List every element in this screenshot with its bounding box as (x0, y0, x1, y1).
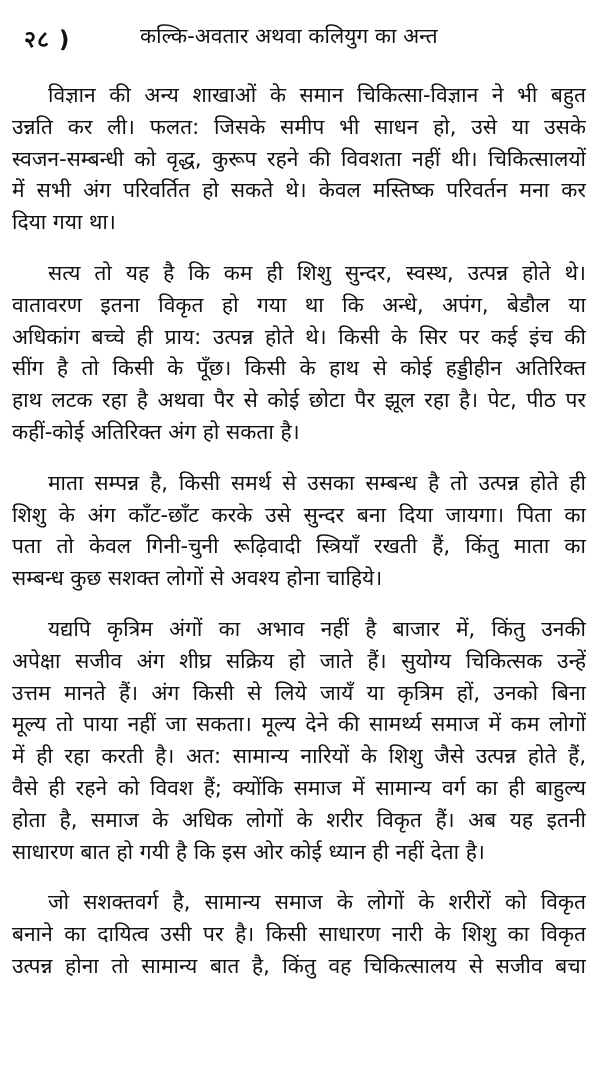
text-line: अधिकांग बच्चे ही प्राय: उत्पन्न होते थे। किसी के सिर पर कई इंच की (12, 324, 586, 349)
text-line: सींग है तो किसी के पूँछ। किसी के हाथ से कोई हड्डीहीन अतिरिक्त (12, 356, 586, 381)
text-line: होता है, समाज के अधिक लोगों के शरीर विकृत हैं। अब यह इतनी (12, 807, 586, 832)
running-title: कल्कि-अवतार अथवा कलियुग का अन्त (140, 24, 438, 48)
text-line: कहीं-कोई अतिरिक्त अंग हो सकता है। (12, 419, 300, 444)
text-line: शिशु के अंग काँट-छाँट करके उसे सुन्दर बना दिया जायगा। पिता का (12, 502, 586, 527)
text-line: में ही रहा करती है। अत: सामान्य नारियों के शिशु जैसे उत्पन्न होते हैं, (12, 744, 586, 769)
text-line: वातावरण इतना विकृत हो गया था कि अन्धे, अपंग, बेडौल या (12, 292, 586, 317)
text-line: माता सम्पन्न है, किसी समर्थ से उसका सम्बन्ध है तो उत्पन्न होते ही (48, 470, 586, 495)
page-header (12, 0, 582, 60)
paragraph (12, 80, 586, 239)
page-number: २८ ) (24, 27, 71, 53)
paragraph (12, 258, 586, 449)
text-line: उत्पन्न होना तो सामान्य बात है, किंतु वह चिकित्सालय से सजीव बचा (12, 953, 586, 978)
text-line: अपेक्षा सजीव अंग शीघ्र सक्रिय हो जाते हैं। सुयोग्य चिकित्सक उन्हें (12, 648, 586, 673)
text-line: जो सशक्तवर्ग है, सामान्य समाज के लोगों के शरीरों को विकृत (48, 890, 586, 915)
text-line: सम्बन्ध कुछ सशक्त लोगों से अवश्य होना चाहिये। (12, 566, 383, 591)
text-line: साधारण बात हो गयी है कि इस ओर कोई ध्यान ही नहीं देता है। (12, 839, 485, 864)
text-line: उन्नति कर ली। फलत: जिसके समीप भी साधन हो, उसे या उसके (12, 114, 586, 139)
text-line: में सभी अंग परिवर्तित हो सकते थे। केवल मस्तिष्क परिवर्तन मना कर (12, 178, 586, 203)
paragraph (12, 887, 586, 982)
text-line: वैसे ही रहने को विवश हैं; क्योंकि समाज में सामान्य वर्ग का ही बाहुल्य (12, 775, 586, 800)
paragraph (12, 614, 586, 868)
text-line: विज्ञान की अन्य शाखाओं के समान चिकित्सा-विज्ञान ने भी बहुत (48, 83, 586, 107)
paragraph (12, 468, 586, 595)
text-line: बनाने का दायित्व उसी पर है। किसी साधारण नारी के शिशु का विकृत (12, 922, 586, 947)
text-line: उत्तम मानते हैं। अंग किसी से लिये जायँ या कृत्रिम हों, उनको बिना (12, 680, 586, 705)
text-line: सत्य तो यह है कि कम ही शिशु सुन्दर, स्वस्थ, उत्पन्न होते थे। (48, 260, 586, 285)
text-line: दिया गया था। (12, 210, 116, 235)
text-line: हाथ लटक रहा है अथवा पैर से कोई छोटा पैर झूल रहा है। पेट, पीठ पर (12, 388, 586, 413)
text-line: मूल्य तो पाया नहीं जा सकता। मूल्य देने की सामर्थ्य समाज में कम लोगों (12, 712, 586, 737)
text-line: पता तो केवल गिनी-चुनी रूढ़िवादी स्त्रियाँ रखती हैं, किंतु माता का (12, 534, 586, 559)
text-line: स्वजन-सम्बन्धी को वृद्ध, कुरूप रहने की विवशता नहीं थी। चिकित्सालयों (12, 146, 586, 171)
body-text (12, 80, 586, 1002)
text-line: यद्यपि कृत्रिम अंगों का अभाव नहीं है बाजार में, किंतु उनकी (48, 616, 586, 641)
